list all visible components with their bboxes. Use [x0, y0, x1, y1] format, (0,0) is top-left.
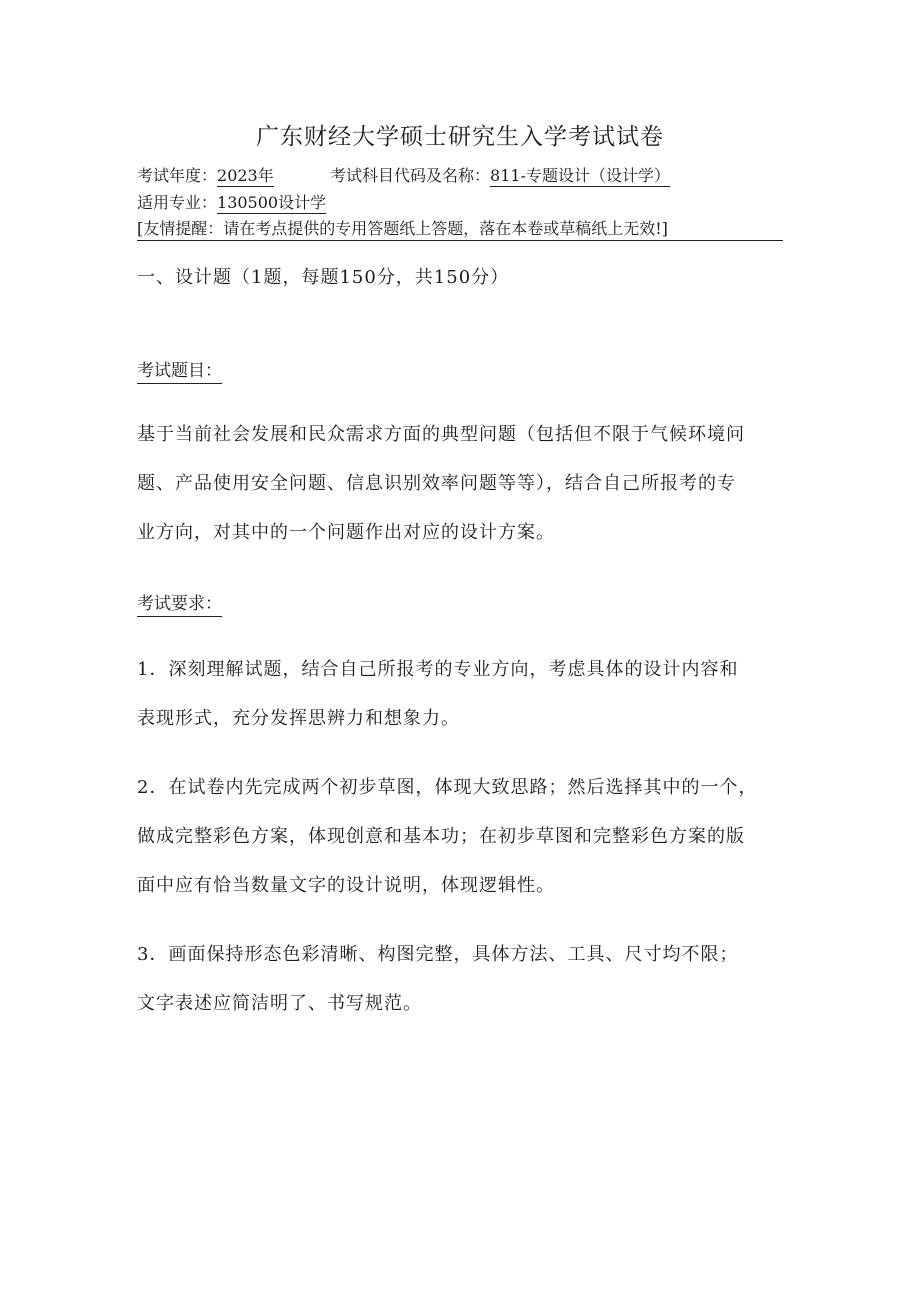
question-label: 考试题目：	[137, 356, 222, 384]
exam-notice: [友情提醒：请在考点提供的专用答题纸上答题，落在本卷或草稿纸上无效!]	[137, 216, 783, 241]
exam-year-label: 考试年度：	[137, 166, 218, 185]
question-line: 基于当前社会发展和民众需求方面的典型问题（包括但不限于气候环境问	[137, 424, 745, 445]
requirement-3-line: 文字表述应简洁明了、书写规范。	[137, 993, 422, 1014]
requirement-1-line: 表现形式，充分发挥思辨力和想象力。	[137, 708, 460, 729]
exam-subject	[330, 163, 670, 186]
question-line: 业方向，对其中的一个问题作出对应的设计方案。	[137, 522, 555, 543]
exam-year	[137, 163, 274, 186]
exam-subject-value: 811-专题设计（设计学）	[490, 166, 670, 185]
requirement-3-line: 3．画面保持形态色彩清晰、构图完整，具体方法、工具、尺寸均不限；	[137, 944, 739, 965]
requirement-2-line: 2．在试卷内先完成两个初步草图，体现大致思路；然后选择其中的一个，	[137, 777, 758, 798]
requirement-2-line: 面中应有恰当数量文字的设计说明，体现逻辑性。	[137, 875, 555, 896]
requirements-label: 考试要求：	[137, 589, 222, 617]
question-line: 题、产品使用安全问题、信息识别效率问题等等），结合自己所报考的专	[137, 473, 736, 494]
requirement-2-line: 做成完整彩色方案，体现创意和基本功；在初步草图和完整彩色方案的版	[137, 826, 745, 847]
exam-major-label: 适用专业：	[137, 193, 218, 212]
section-heading: 一、设计题（1题，每题150分，共150分）	[137, 267, 510, 288]
requirement-1-line: 1．深刻理解试题，结合自己所报考的专业方向，考虑具体的设计内容和	[137, 659, 739, 680]
exam-major	[137, 190, 326, 213]
exam-major-value: 130500设计学	[217, 193, 327, 212]
exam-year-value: 2023年	[217, 166, 274, 185]
exam-subject-label: 考试科目代码及名称：	[330, 166, 491, 185]
exam-title: 广东财经大学硕士研究生入学考试试卷	[256, 124, 664, 150]
